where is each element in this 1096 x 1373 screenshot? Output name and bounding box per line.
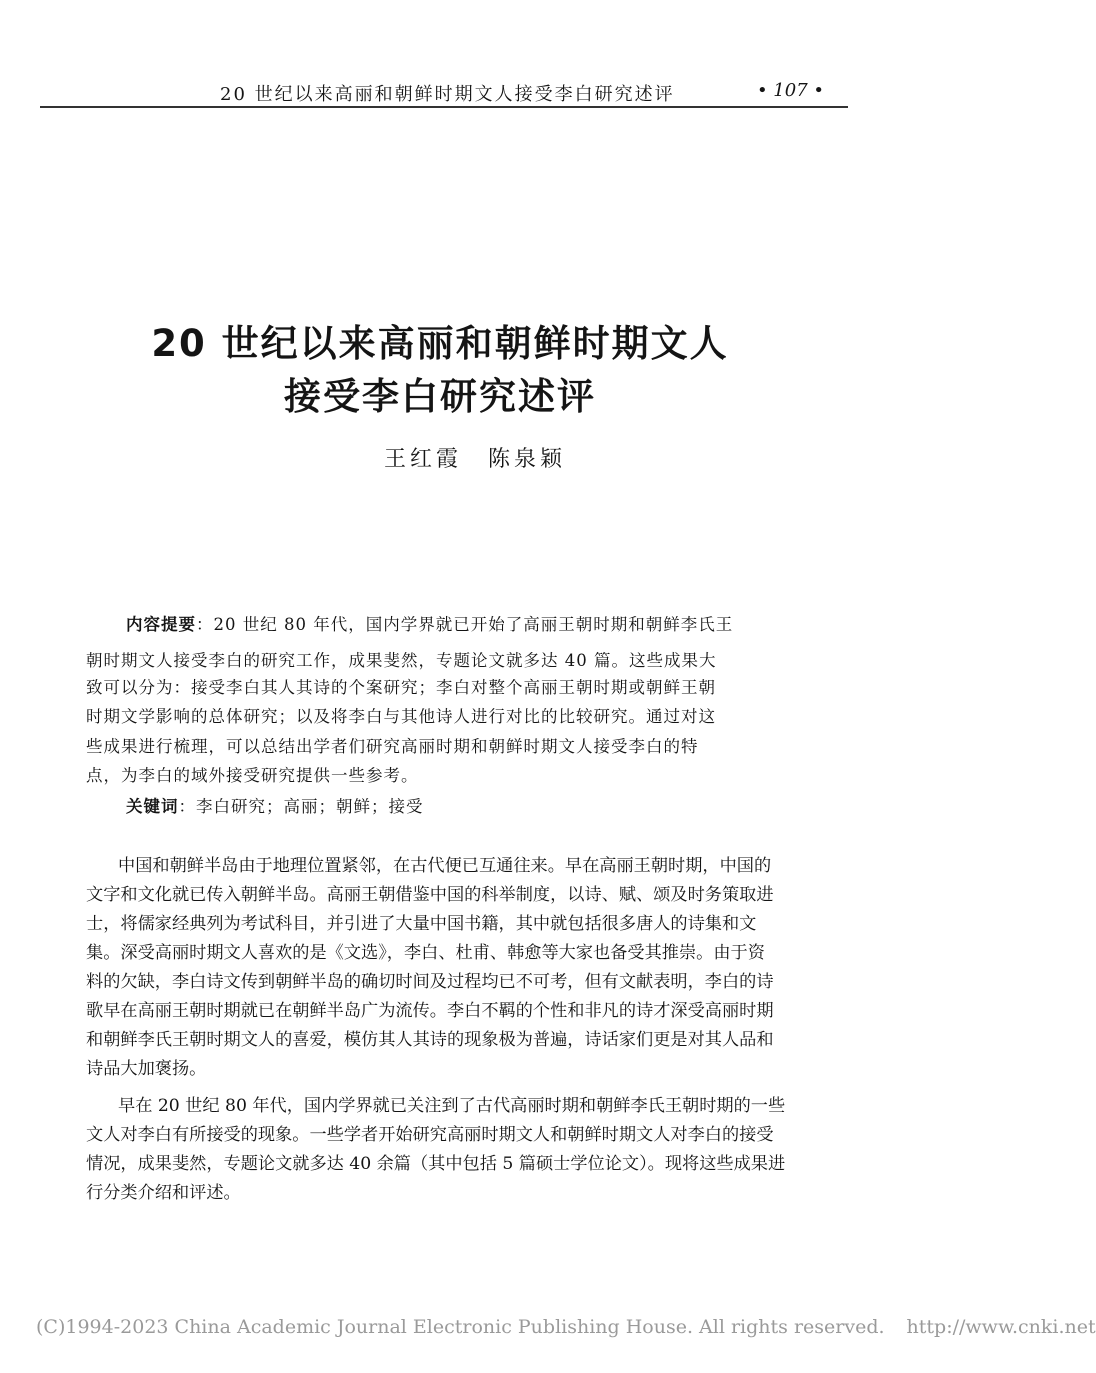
running-header-title: 20 世纪以来高丽和朝鲜时期文人接受李白研究述评 xyxy=(220,84,675,105)
article-authors: 王红霞 陈泉颖 xyxy=(383,447,566,472)
body-paragraph-2-line: 早在 20 世纪 80 年代，国内学界就已关注到了古代高丽时期和朝鲜李氏王朝时期的一些 xyxy=(118,1096,786,1116)
abstract-label: 内容提要 xyxy=(126,615,196,634)
body-paragraph-1-line: 和朝鲜李氏王朝时期文人的喜爱，模仿其人其诗的现象极为普遍，诗话家们更是对其人品和 xyxy=(86,1030,774,1050)
body-paragraph-1-line: 集。深受高丽时期文人喜欢的是《文选》，李白、杜甫、韩愈等大家也备受其推崇。由于资 xyxy=(86,943,765,963)
body-paragraph-1-line: 诗品大加褒扬。 xyxy=(86,1059,207,1079)
body-paragraph-1-line: 文字和文化就已传入朝鲜半岛。高丽王朝借鉴中国的科举制度，以诗、赋、颂及时务策取进 xyxy=(86,885,774,905)
keywords-line xyxy=(126,793,424,817)
body-paragraph-2-line: 行分类介绍和评述。 xyxy=(86,1183,241,1203)
footer-url[interactable]: http://www.cnki.net xyxy=(906,1316,1096,1338)
running-header xyxy=(40,78,848,108)
abstract-line: 些成果进行梳理，可以总结出学者们研究高丽时期和朝鲜时期文人接受李白的特 xyxy=(86,737,699,756)
article-title-line-1: 20 世纪以来高丽和朝鲜时期文人 xyxy=(151,322,729,365)
body-paragraph-1-line: 中国和朝鲜半岛由于地理位置紧邻，在古代便已互通往来。早在高丽王朝时期，中国的 xyxy=(118,856,772,876)
abstract-line: 时期文学影响的总体研究；以及将李白与其他诗人进行对比的比较研究。通过对这 xyxy=(86,707,716,726)
copyright-footer xyxy=(36,1316,1096,1338)
body-paragraph-1-line: 歌早在高丽王朝时期就已在朝鲜半岛广为流传。李白不羁的个性和非凡的诗才深受高丽时期 xyxy=(86,1001,774,1021)
abstract-text: ：20 世纪 80 年代，国内学界就已开始了高丽王朝时期和朝鲜李氏王 xyxy=(196,615,734,634)
abstract-line xyxy=(126,611,814,635)
body-paragraph-2-line: 文人对李白有所接受的现象。一些学者开始研究高丽时期文人和朝鲜时期文人对李白的接受 xyxy=(86,1125,774,1145)
keywords-text: ：李白研究；高丽；朝鲜；接受 xyxy=(178,797,424,816)
body-paragraph-1-line: 料的欠缺，李白诗文传到朝鲜半岛的确切时间及过程均已不可考，但有文献表明，李白的诗 xyxy=(86,972,774,992)
copyright-text: (C)1994-2023 China Academic Journal Electronic Publishing House. All rights reserved. xyxy=(36,1316,885,1338)
abstract-line: 致可以分为：接受李白其人其诗的个案研究；李白对整个高丽王朝时期或朝鲜王朝 xyxy=(86,678,716,697)
article-title-line-2: 接受李白研究述评 xyxy=(284,375,596,418)
abstract-line: 点，为李白的域外接受研究提供一些参考。 xyxy=(86,766,419,785)
body-paragraph-2-line: 情况，成果斐然，专题论文就多达 40 余篇（其中包括 5 篇硕士学位论文）。现将这些成果进 xyxy=(86,1154,786,1174)
body-paragraph-1-line: 士，将儒家经典列为考试科目，并引进了大量中国书籍，其中就包括很多唐人的诗集和文 xyxy=(86,914,757,934)
keywords-label: 关键词 xyxy=(126,797,179,816)
page-number: • 107 • xyxy=(756,80,824,101)
abstract-line: 朝时期文人接受李白的研究工作，成果斐然，专题论文就多达 40 篇。这些成果大 xyxy=(86,651,717,670)
